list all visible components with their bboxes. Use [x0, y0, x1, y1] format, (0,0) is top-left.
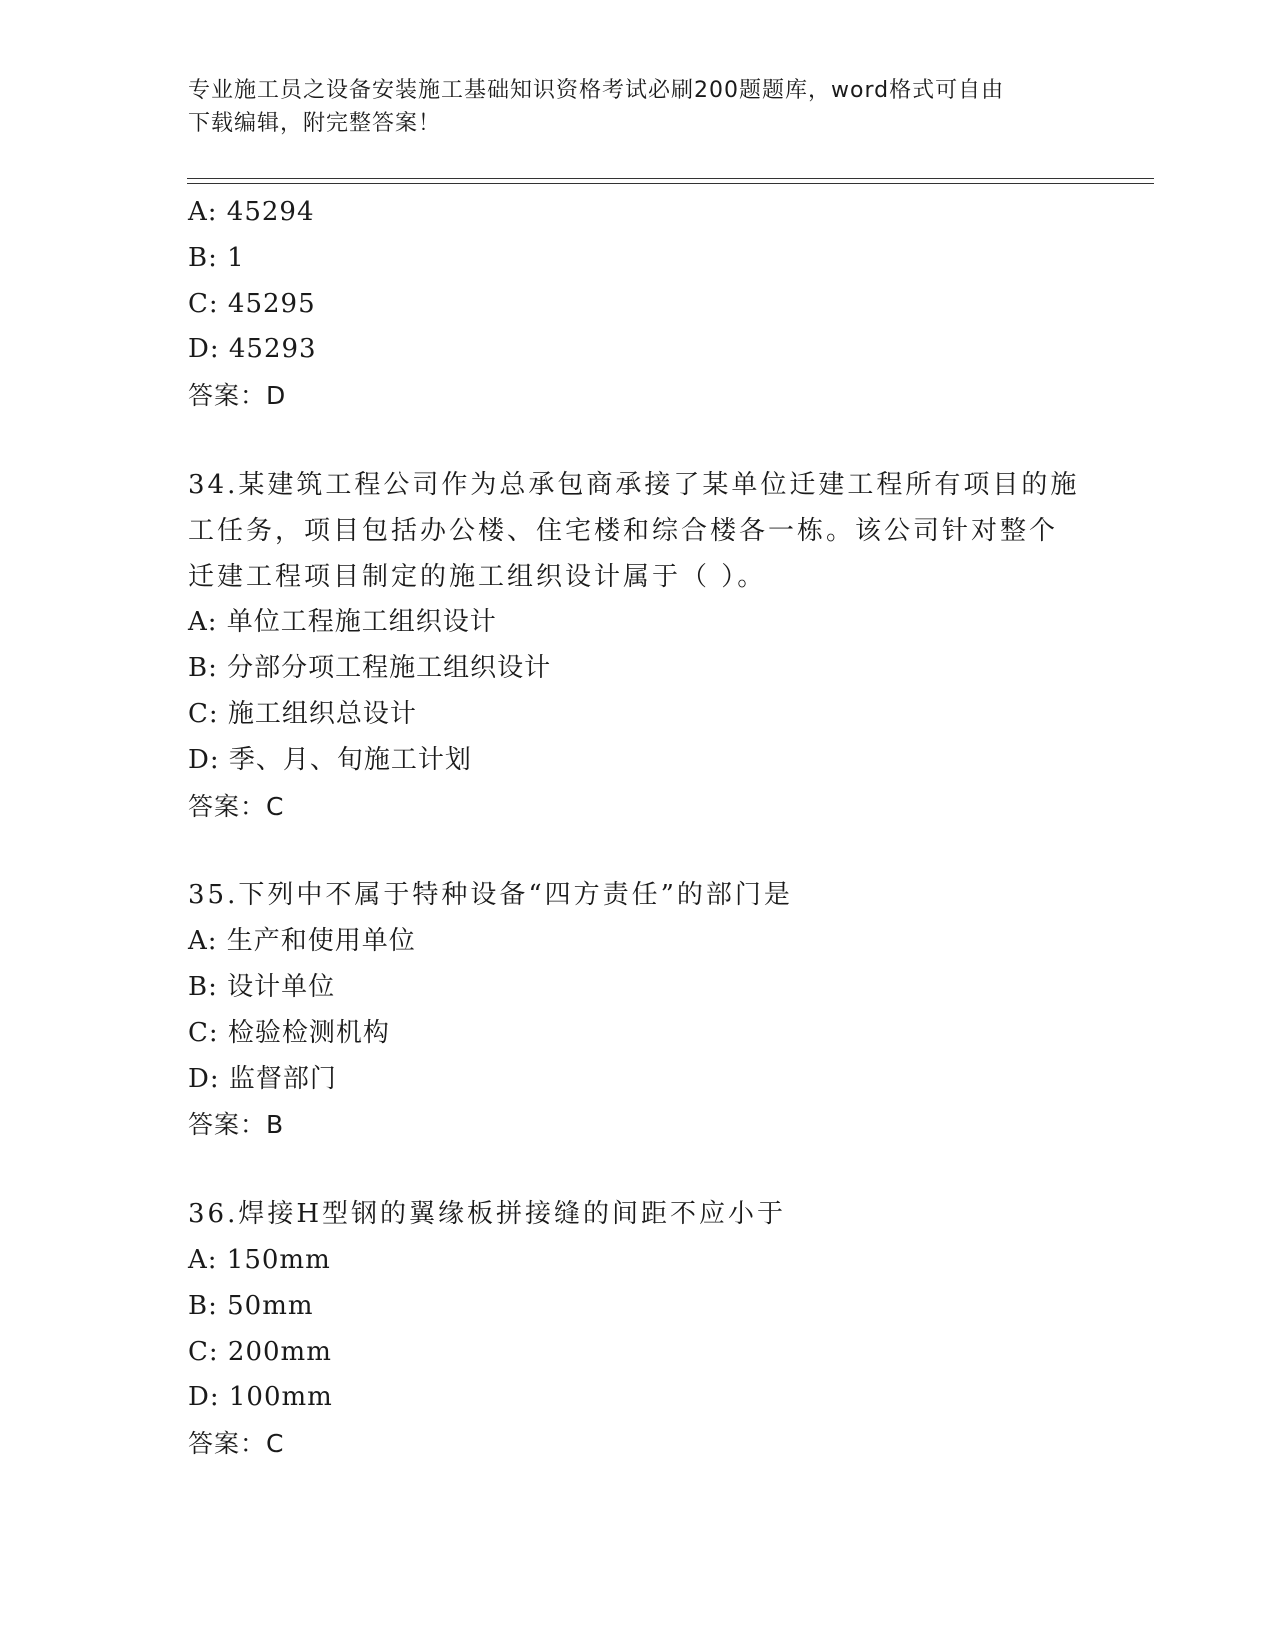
header-divider-bottom: [187, 183, 1154, 184]
question-stem-line: 工任务，项目包括办公楼、住宅楼和综合楼各一栋。该公司针对整个: [188, 515, 1059, 546]
option-a: A: 150mm: [188, 1244, 331, 1275]
question-stem-line: 35.下列中不属于特种设备“四方责任”的部门是: [188, 880, 793, 911]
header-line-2: 下载编辑，附完整答案！: [188, 111, 442, 136]
answer-line: 答案：C: [188, 1429, 285, 1459]
option-c: C: 施工组织总设计: [188, 698, 417, 729]
question-35: [188, 873, 1088, 1148]
question-33-tail: [188, 190, 1088, 419]
option-d: D: 季、月、旬施工计划: [188, 744, 472, 775]
option-c: C: 检验检测机构: [188, 1017, 390, 1048]
answer-line: 答案：D: [188, 381, 287, 411]
answer-line: 答案：B: [188, 1110, 285, 1140]
question-stem-line: 36.焊接H型钢的翼缘板拼接缝的间距不应小于: [188, 1199, 787, 1230]
header-divider-top: [187, 178, 1154, 179]
option-a: A: 单位工程施工组织设计: [188, 607, 497, 638]
question-stem-line: 迁建工程项目制定的施工组织设计属于（ ）。: [188, 561, 767, 592]
option-b: B: 设计单位: [188, 971, 336, 1002]
option-d: D: 45293: [188, 334, 317, 365]
document-header: [188, 74, 1068, 140]
option-b: B: 1: [188, 242, 245, 273]
question-list: [188, 190, 1088, 1467]
option-c: C: 200mm: [188, 1336, 332, 1367]
option-a: A: 生产和使用单位: [188, 926, 416, 957]
question-34: [188, 463, 1088, 829]
option-d: D: 100mm: [188, 1382, 333, 1413]
option-b: B: 分部分项工程施工组织设计: [188, 653, 552, 684]
question-stem-line: 34.某建筑工程公司作为总承包商承接了某单位迁建工程所有项目的施: [188, 469, 1080, 500]
question-36: [188, 1192, 1088, 1467]
option-d: D: 监督部门: [188, 1063, 337, 1094]
option-b: B: 50mm: [188, 1290, 314, 1321]
option-c: C: 45295: [188, 288, 316, 319]
option-a: A: 45294: [188, 197, 315, 227]
answer-line: 答案：C: [188, 791, 285, 821]
header-line-1: 专业施工员之设备安装施工基础知识资格考试必刷200题题库，word格式可自由: [188, 78, 1005, 103]
